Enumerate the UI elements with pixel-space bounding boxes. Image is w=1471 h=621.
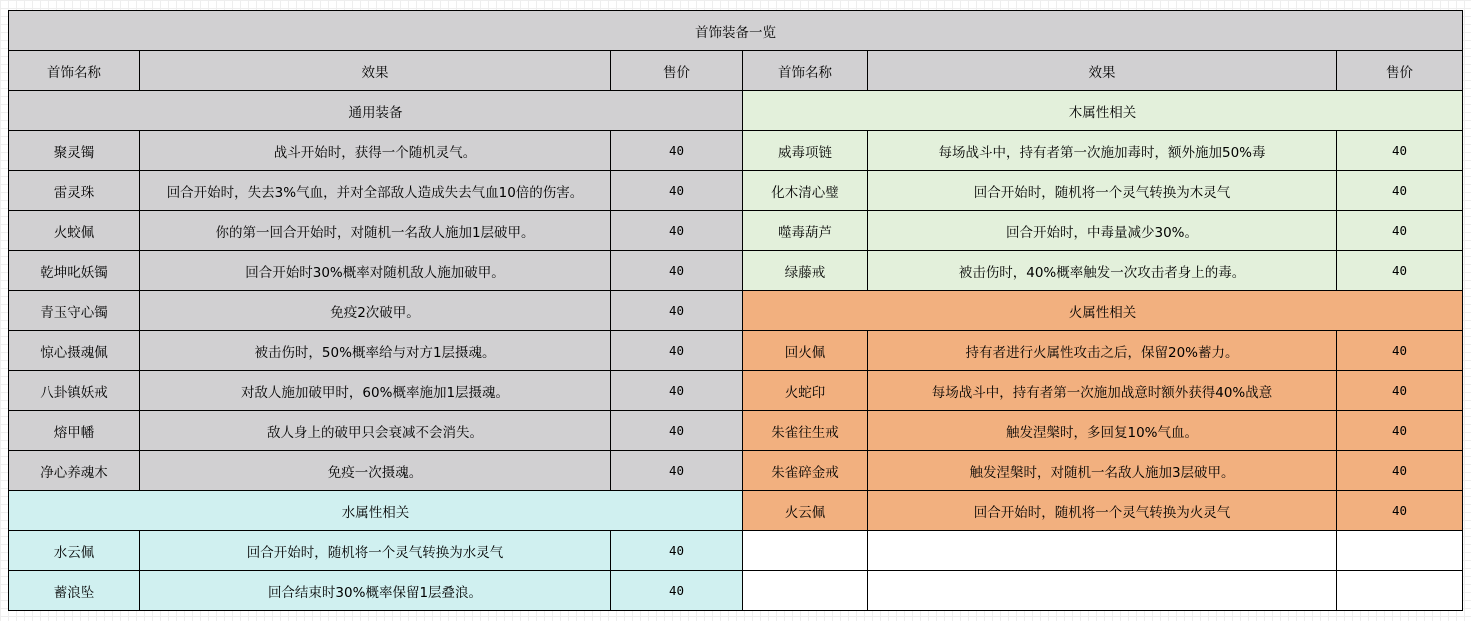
table-row xyxy=(9,491,1463,531)
item-price: 40 xyxy=(611,171,743,211)
item-name: 绿藤戒 xyxy=(743,251,868,291)
table-row xyxy=(9,251,1463,291)
section-general-header: 通用装备 xyxy=(9,91,743,131)
item-effect: 持有者进行火属性攻击之后，保留20%蓄力。 xyxy=(868,331,1337,371)
item-price: 40 xyxy=(611,291,743,331)
item-price: 40 xyxy=(611,131,743,171)
item-name: 回火佩 xyxy=(743,331,868,371)
table-row xyxy=(9,331,1463,371)
table-row xyxy=(9,171,1463,211)
item-price: 40 xyxy=(611,251,743,291)
item-effect: 被击伤时，40%概率触发一次攻击者身上的毒。 xyxy=(868,251,1337,291)
item-effect: 你的第一回合开始时，对随机一名敌人施加1层破甲。 xyxy=(140,211,611,251)
item-name: 雷灵珠 xyxy=(9,171,140,211)
item-price: 40 xyxy=(611,331,743,371)
item-effect: 回合开始时，随机将一个灵气转换为木灵气 xyxy=(868,171,1337,211)
item-effect: 回合开始时，随机将一个灵气转换为火灵气 xyxy=(868,491,1337,531)
header-name: 首饰名称 xyxy=(743,51,868,91)
empty-cell xyxy=(1337,571,1463,611)
item-price: 40 xyxy=(1337,451,1463,491)
item-effect: 回合结束时30%概率保留1层叠浪。 xyxy=(140,571,611,611)
item-effect: 回合开始时，失去3%气血，并对全部敌人造成失去气血10倍的伤害。 xyxy=(140,171,611,211)
table-row xyxy=(9,291,1463,331)
table-row xyxy=(9,91,1463,131)
item-price: 40 xyxy=(611,571,743,611)
header-name: 首饰名称 xyxy=(9,51,140,91)
item-effect: 触发涅槃时，对随机一名敌人施加3层破甲。 xyxy=(868,451,1337,491)
item-price: 40 xyxy=(1337,251,1463,291)
table-row xyxy=(9,371,1463,411)
item-effect: 对敌人施加破甲时，60%概率施加1层摄魂。 xyxy=(140,371,611,411)
table-row xyxy=(9,531,1463,571)
item-name: 化木清心璧 xyxy=(743,171,868,211)
item-effect: 免疫2次破甲。 xyxy=(140,291,611,331)
table-row xyxy=(9,451,1463,491)
accessory-table xyxy=(8,10,1463,611)
section-fire-header: 火属性相关 xyxy=(743,291,1463,331)
empty-cell xyxy=(743,531,868,571)
item-price: 40 xyxy=(1337,211,1463,251)
item-price: 40 xyxy=(1337,131,1463,171)
header-effect: 效果 xyxy=(140,51,611,91)
item-price: 40 xyxy=(1337,171,1463,211)
item-name: 火蛟佩 xyxy=(9,211,140,251)
item-price: 40 xyxy=(1337,411,1463,451)
item-name: 蓄浪坠 xyxy=(9,571,140,611)
item-price: 40 xyxy=(611,411,743,451)
item-effect: 回合开始时，随机将一个灵气转换为水灵气 xyxy=(140,531,611,571)
item-price: 40 xyxy=(611,451,743,491)
section-water-header: 水属性相关 xyxy=(9,491,743,531)
item-price: 40 xyxy=(611,531,743,571)
header-price: 售价 xyxy=(611,51,743,91)
item-name: 熔甲幡 xyxy=(9,411,140,451)
item-name: 乾坤叱妖镯 xyxy=(9,251,140,291)
table-title: 首饰装备一览 xyxy=(9,11,1463,51)
item-name: 水云佩 xyxy=(9,531,140,571)
item-effect: 每场战斗中，持有者第一次施加战意时额外获得40%战意 xyxy=(868,371,1337,411)
item-effect: 每场战斗中，持有者第一次施加毒时，额外施加50%毒 xyxy=(868,131,1337,171)
item-price: 40 xyxy=(1337,331,1463,371)
item-effect: 被击伤时，50%概率给与对方1层摄魂。 xyxy=(140,331,611,371)
empty-cell xyxy=(868,571,1337,611)
item-name: 聚灵镯 xyxy=(9,131,140,171)
item-name: 八卦镇妖戒 xyxy=(9,371,140,411)
table-row xyxy=(9,131,1463,171)
empty-cell xyxy=(1337,531,1463,571)
item-name: 噬毒葫芦 xyxy=(743,211,868,251)
item-price: 40 xyxy=(1337,491,1463,531)
section-wood-header: 木属性相关 xyxy=(743,91,1463,131)
header-effect: 效果 xyxy=(868,51,1337,91)
item-name: 朱雀往生戒 xyxy=(743,411,868,451)
item-name: 火蛇印 xyxy=(743,371,868,411)
item-name: 火云佩 xyxy=(743,491,868,531)
item-effect: 战斗开始时，获得一个随机灵气。 xyxy=(140,131,611,171)
empty-cell xyxy=(868,531,1337,571)
item-price: 40 xyxy=(1337,371,1463,411)
item-price: 40 xyxy=(611,211,743,251)
item-effect: 触发涅槃时，多回复10%气血。 xyxy=(868,411,1337,451)
table-row xyxy=(9,211,1463,251)
item-price: 40 xyxy=(611,371,743,411)
table-row xyxy=(9,411,1463,451)
item-effect: 免疫一次摄魂。 xyxy=(140,451,611,491)
item-name: 惊心摄魂佩 xyxy=(9,331,140,371)
item-effect: 敌人身上的破甲只会衰减不会消失。 xyxy=(140,411,611,451)
item-name: 朱雀碎金戒 xyxy=(743,451,868,491)
item-name: 威毒项链 xyxy=(743,131,868,171)
item-name: 青玉守心镯 xyxy=(9,291,140,331)
table-row xyxy=(9,571,1463,611)
header-price: 售价 xyxy=(1337,51,1463,91)
item-effect: 回合开始时30%概率对随机敌人施加破甲。 xyxy=(140,251,611,291)
empty-cell xyxy=(743,571,868,611)
item-name: 净心养魂木 xyxy=(9,451,140,491)
item-effect: 回合开始时，中毒量减少30%。 xyxy=(868,211,1337,251)
header-row xyxy=(9,51,1463,91)
